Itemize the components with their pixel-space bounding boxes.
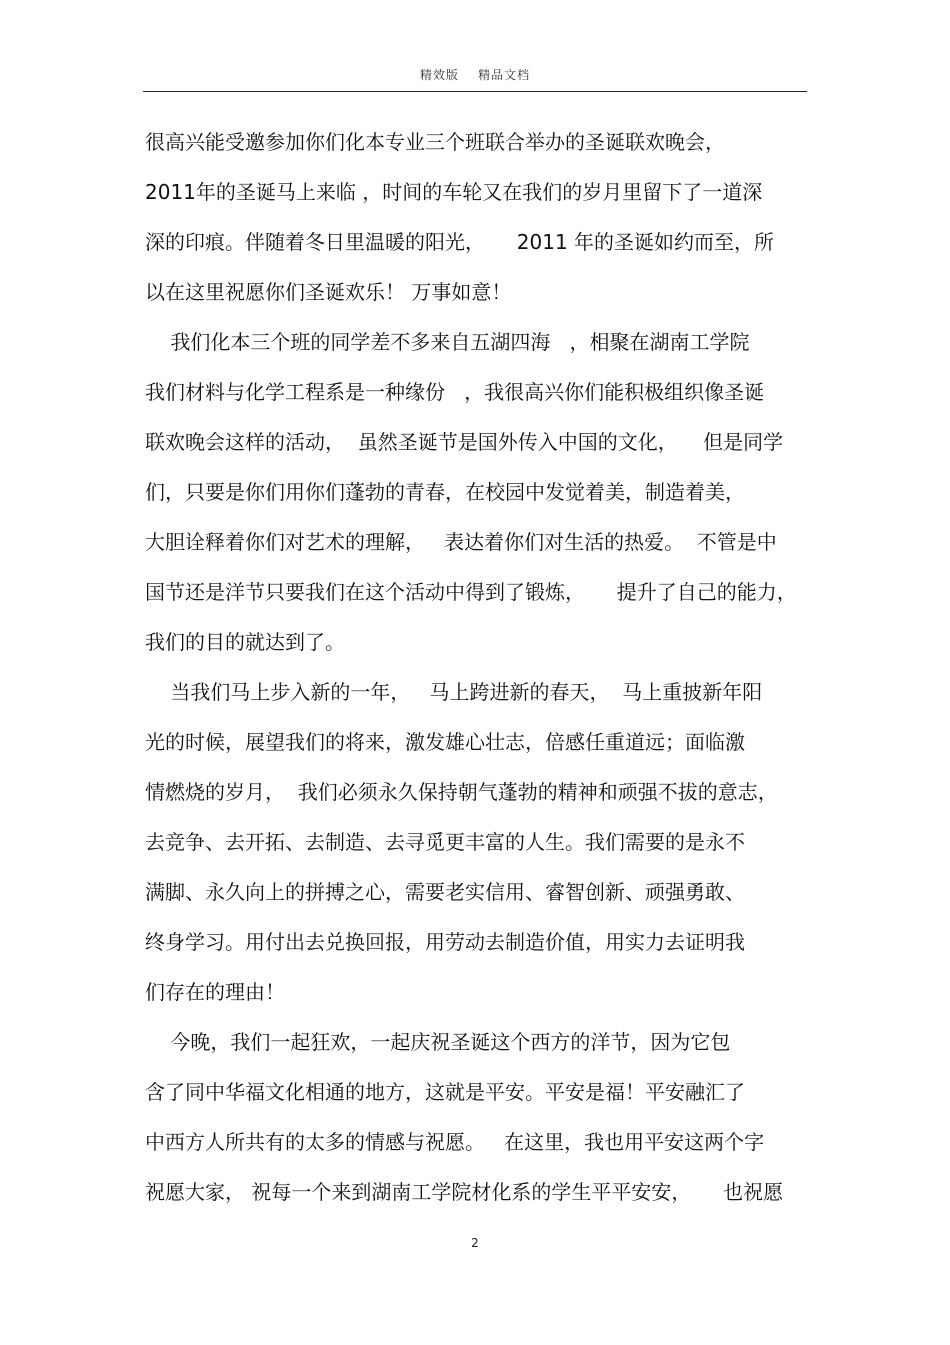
text-line: 们，只要是你们用你们蓬勃的青春，在校园中发觉着美，制造着美， bbox=[145, 480, 745, 504]
text-line: 满脚、永久向上的拼搏之心，需要老实信用、睿智创新、顽强勇敢、 bbox=[145, 880, 745, 904]
text-line: 深的印痕。伴随着冬日里温暖的阳光， 2011 年的圣诞如约而至，所 bbox=[145, 230, 775, 254]
text-line: 2011年的圣诞马上来临 ，时间的车轮又在我们的岁月里留下了一道深 bbox=[145, 180, 763, 204]
text-line: 我们化本三个班的同学差不多来自五湖四海 ，相聚在湖南工学院 bbox=[145, 330, 750, 354]
text-line: 我们的目的就达到了。 bbox=[145, 630, 345, 654]
text-line: 情燃烧的岁月， 我们必须永久保持朝气蓬勃的精神和顽强不拔的意志， bbox=[145, 780, 778, 804]
page-header: 精效版 精品文档 bbox=[419, 68, 531, 82]
text-line: 很高兴能受邀参加你们化本专业三个班联合举办的圣诞联欢晚会， bbox=[145, 130, 725, 154]
text-line: 当我们马上步入新的一年， 马上跨进新的春天， 马上重披新年阳 bbox=[145, 680, 763, 704]
text-line: 祝愿大家， 祝每一个来到湖南工学院材化系的学生平平安安， 也祝愿 bbox=[145, 1180, 784, 1204]
text-line: 终身学习。用付出去兑换回报，用劳动去制造价值，用实力去证明我 bbox=[145, 930, 745, 954]
text-line: 光的时候，展望我们的将来，激发雄心壮志，倍感任重道远；面临激 bbox=[145, 730, 745, 754]
text-line: 以在这里祝愿你们圣诞欢乐！ 万事如意！ bbox=[145, 280, 512, 304]
text-line: 今晚，我们一起狂欢，一起庆祝圣诞这个西方的洋节，因为它包 bbox=[145, 1030, 731, 1054]
text-line: 含了同中华福文化相通的地方，这就是平安。平安是福！平安融汇了 bbox=[145, 1080, 745, 1104]
text-line: 中西方人所共有的太多的情感与祝愿。 在这里，我也用平安这两个字 bbox=[145, 1130, 765, 1154]
text-line: 国节还是洋节只要我们在这个活动中得到了锻炼， 提升了自己的能力， bbox=[145, 580, 797, 604]
text-line: 们存在的理由！ bbox=[145, 980, 285, 1004]
page-number: 2 bbox=[471, 1236, 479, 1250]
text-line: 联欢晚会这样的活动， 虽然圣诞节是国外传入中国的文化， 但是同学 bbox=[145, 430, 784, 454]
text-line: 大胆诠释着你们对艺术的理解， 表达着你们对生活的热爱。 不管是中 bbox=[145, 530, 777, 554]
header-rule bbox=[143, 91, 807, 92]
text-line: 去竞争、去开拓、去制造、去寻觅更丰富的人生。我们需要的是永不 bbox=[145, 830, 745, 854]
text-line: 我们材料与化学工程系是一种缘份 ，我很高兴你们能积极组织像圣诞 bbox=[145, 380, 765, 404]
